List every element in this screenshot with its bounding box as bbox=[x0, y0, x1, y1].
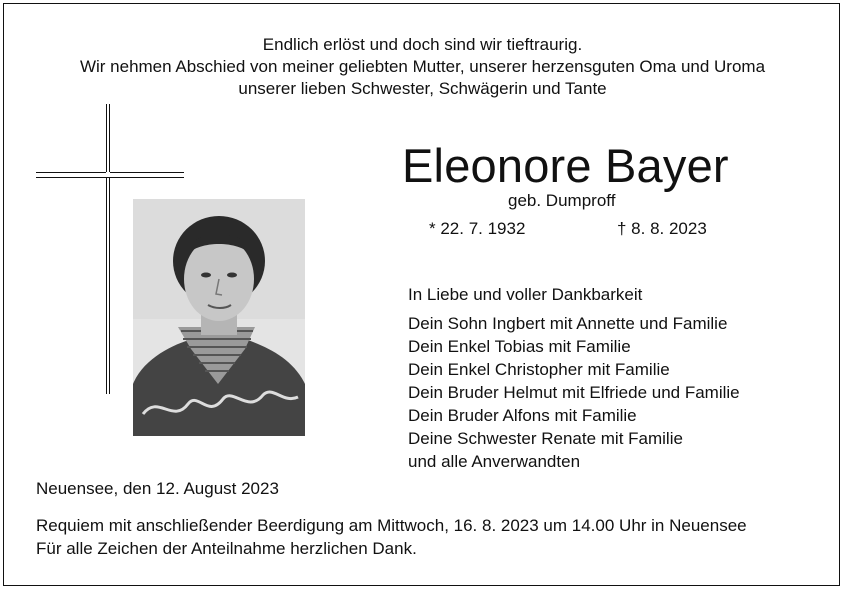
mourner-line: Deine Schwester Renate mit Familie bbox=[408, 429, 683, 448]
birth-date: * 22. 7. 1932 bbox=[429, 219, 526, 238]
intro-line-2: Wir nehmen Abschied von meiner geliebten Mutter, unserer herzensguten Oma und Uroma bbox=[79, 57, 766, 76]
birth-name: geb. Dumproff bbox=[508, 191, 616, 210]
mourner-line: Dein Enkel Christopher mit Familie bbox=[408, 360, 670, 379]
mourner-line: Dein Enkel Tobias mit Familie bbox=[408, 337, 631, 356]
place-date: Neuensee, den 12. August 2023 bbox=[36, 479, 279, 498]
funeral-details: Requiem mit anschließender Beerdigung am Mittwoch, 16. 8. 2023 um 14.00 Uhr in Neuensee bbox=[36, 516, 747, 535]
thanks-line: Für alle Zeichen der Anteilnahme herzlichen Dank. bbox=[36, 539, 417, 558]
death-date: † 8. 8. 2023 bbox=[617, 219, 707, 238]
mourners-heading: In Liebe und voller Dankbarkeit bbox=[408, 285, 643, 304]
deceased-name: Eleonore Bayer bbox=[402, 139, 729, 192]
intro-line-3: unserer lieben Schwester, Schwägerin und Tante bbox=[238, 79, 607, 98]
mourner-line: und alle Anverwandten bbox=[408, 452, 581, 471]
mourner-line: Dein Bruder Helmut mit Elfriede und Familie bbox=[408, 383, 740, 402]
mourner-line: Dein Sohn Ingbert mit Annette und Familie bbox=[408, 314, 728, 333]
cross-horizontal-bar bbox=[36, 172, 184, 178]
cross-vertical-bar bbox=[106, 104, 110, 394]
portrait-photo bbox=[133, 199, 305, 436]
mourner-line: Dein Bruder Alfons mit Familie bbox=[408, 406, 637, 425]
intro-line-1: Endlich erlöst und doch sind wir tieftraurig. bbox=[262, 35, 583, 54]
